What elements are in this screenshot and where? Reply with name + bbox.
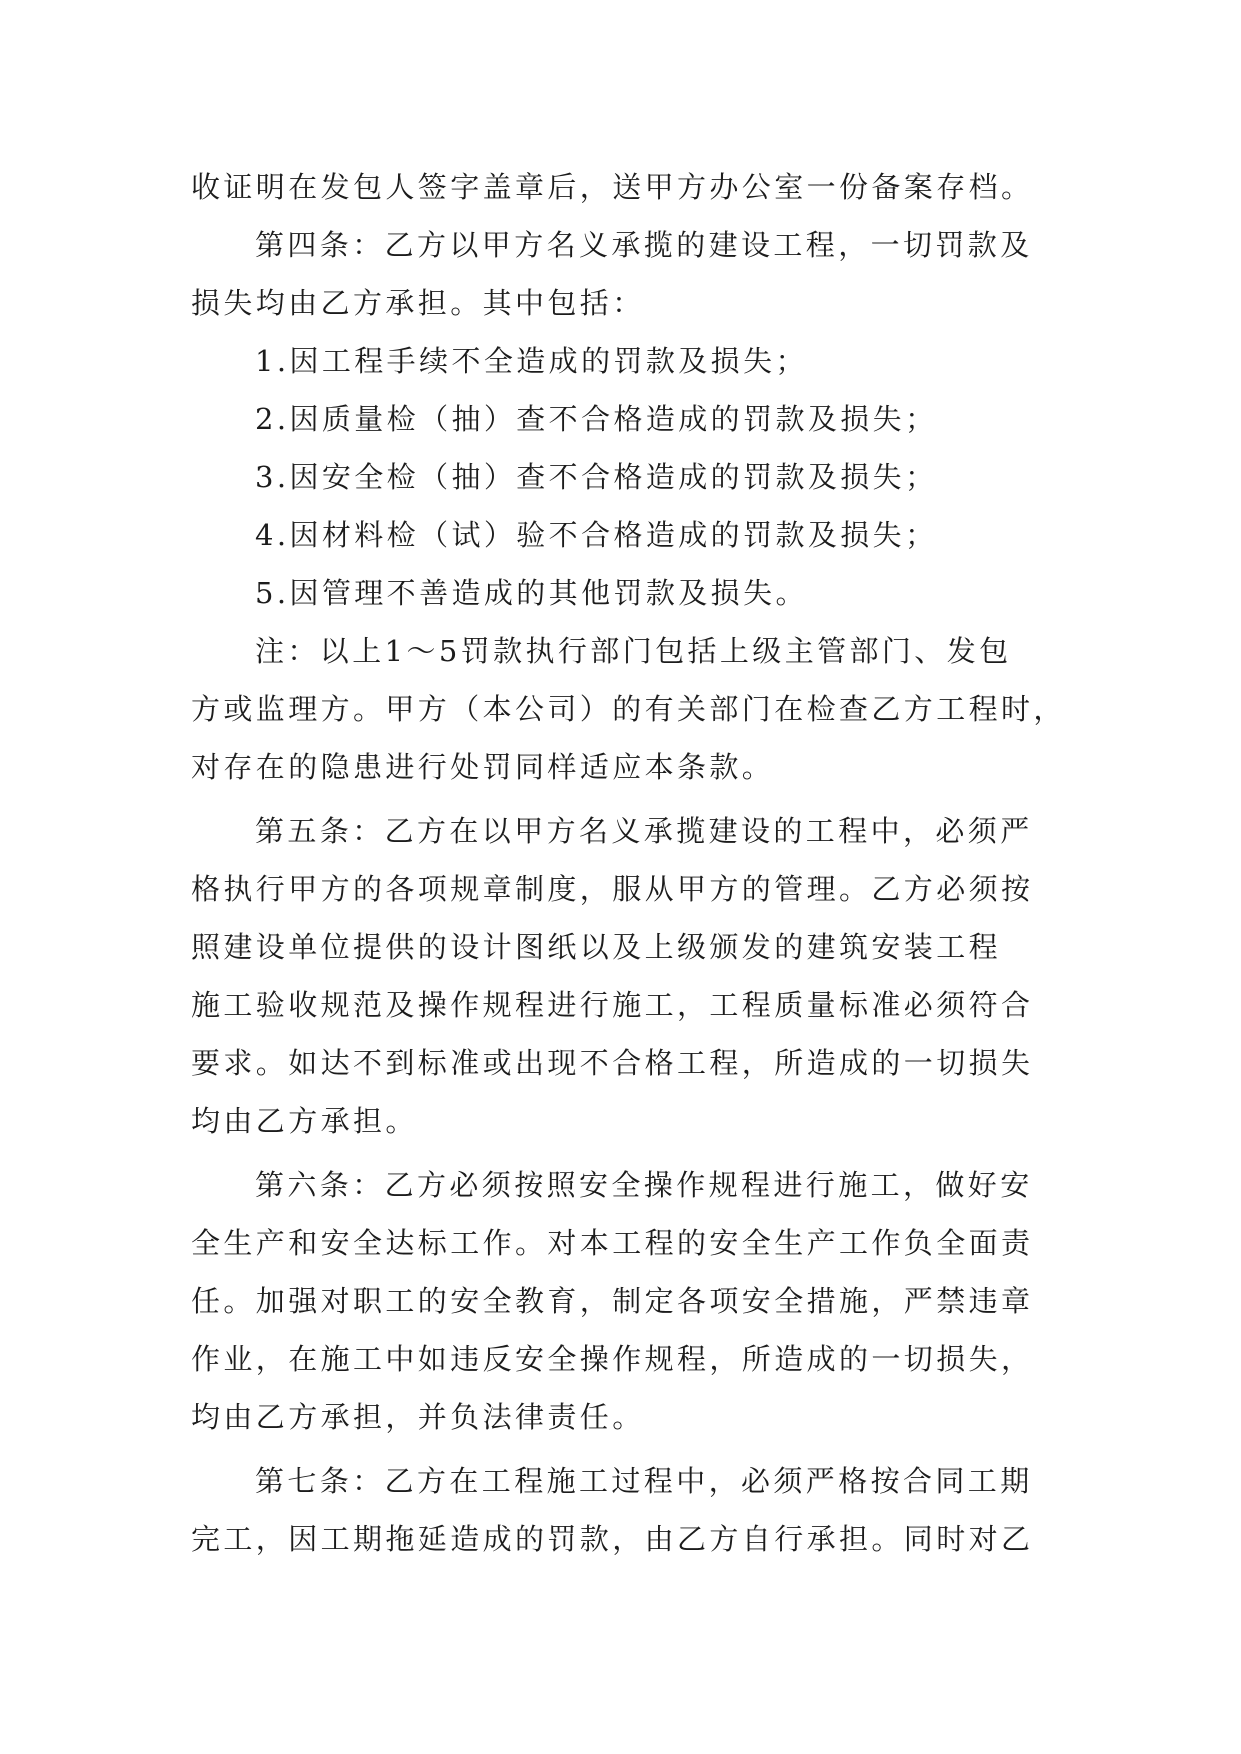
list-item-5: 5.因管理不善造成的其他罚款及损失。 — [255, 576, 808, 610]
text-line: 对存在的隐患进行处罚同样适应本条款。 — [191, 750, 775, 784]
text-line-article-6: 第六条：乙方必须按照安全操作规程进行施工，做好安 — [255, 1168, 1033, 1202]
list-item-1: 1.因工程手续不全造成的罚款及损失； — [255, 344, 808, 378]
text-line: 任。加强对职工的安全教育，制定各项安全措施，严禁违章 — [191, 1284, 1034, 1318]
text-line: 方或监理方。甲方（本公司）的有关部门在检查乙方工程时， — [191, 692, 1066, 726]
list-item-4: 4.因材料检（试）验不合格造成的罚款及损失； — [255, 518, 938, 552]
note-line: 注：以上1～5罚款执行部门包括上级主管部门、发包 — [255, 634, 1012, 668]
text-line: 均由乙方承担。 — [191, 1104, 418, 1138]
document-body — [191, 158, 1066, 1568]
text-line: 作业，在施工中如违反安全操作规程，所造成的一切损失， — [191, 1342, 1034, 1376]
text-line-article-5: 第五条：乙方在以甲方名义承揽建设的工程中，必须严 — [255, 814, 1033, 848]
text-line: 全生产和安全达标工作。对本工程的安全生产工作负全面责 — [191, 1226, 1034, 1260]
list-item-2: 2.因质量检（抽）查不合格造成的罚款及损失； — [255, 402, 938, 436]
text-line: 损失均由乙方承担。其中包括： — [191, 286, 645, 320]
text-line: 均由乙方承担，并负法律责任。 — [191, 1400, 645, 1434]
text-line: 完工，因工期拖延造成的罚款，由乙方自行承担。同时对乙 — [191, 1522, 1034, 1556]
text-line: 收证明在发包人签字盖章后，送甲方办公室一份备案存档。 — [191, 170, 1034, 204]
text-line: 施工验收规范及操作规程进行施工，工程质量标准必须符合 — [191, 988, 1034, 1022]
text-line: 格执行甲方的各项规章制度，服从甲方的管理。乙方必须按 — [191, 872, 1034, 906]
text-line-article-4: 第四条：乙方以甲方名义承揽的建设工程，一切罚款及 — [255, 228, 1033, 262]
list-item-3: 3.因安全检（抽）查不合格造成的罚款及损失； — [255, 460, 938, 494]
text-line-article-7: 第七条：乙方在工程施工过程中，必须严格按合同工期 — [255, 1464, 1033, 1498]
text-line: 要求。如达不到标准或出现不合格工程，所造成的一切损失 — [191, 1046, 1034, 1080]
text-line: 照建设单位提供的设计图纸以及上级颁发的建筑安装工程 — [191, 930, 1002, 964]
